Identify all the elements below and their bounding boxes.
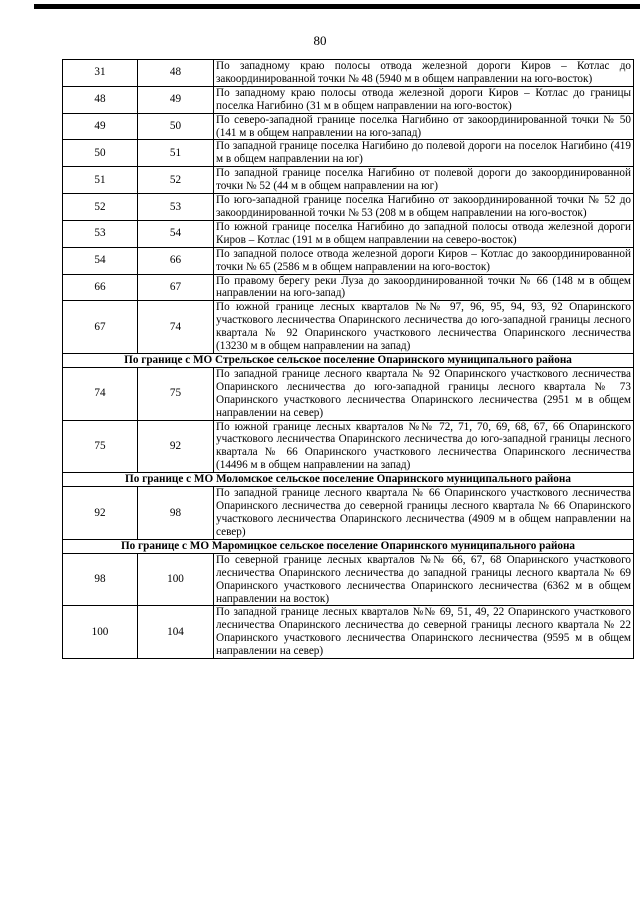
description-cell: По западному краю полосы отвода железной дороги Киров – Котлас до закоординированной точки № 48 (5940 м в общем направлении на юго-восток) <box>214 60 634 87</box>
description-cell: По северной границе лесных кварталов №№ 66, 67, 68 Опаринского участкового лесничества Опаринского лесничества до западной границы лесного квартала № 69 Опаринского участкового лесничества Опаринского лесничества (6362 м в общем направлении на восток) <box>214 553 634 606</box>
to-point-cell: 49 <box>138 86 214 113</box>
table-row <box>63 274 634 301</box>
to-point-cell: 92 <box>138 420 214 473</box>
description-cell: По западной границе лесного квартала № 66 Опаринского участкового лесничества Опаринского лесничества до северной границы лесного квартала № 66 Опаринского участкового лесничества Опаринского лесничества (4909 м в общем направлении на север) <box>214 487 634 540</box>
to-point-cell: 98 <box>138 487 214 540</box>
table-row <box>63 194 634 221</box>
description-cell: По северо-западной границе поселка Нагибино от закоординированной точки № 50 (141 м в общем направлении на юго-запад) <box>214 113 634 140</box>
to-point-cell: 53 <box>138 194 214 221</box>
to-point-cell: 52 <box>138 167 214 194</box>
top-border-rule <box>34 4 640 9</box>
description-cell: По южной границе поселка Нагибино до западной полосы отвода железной дороги Киров – Котлас (191 м в общем направлении на северо-восток) <box>214 220 634 247</box>
description-cell: По западной границе поселка Нагибино до полевой дороги на поселок Нагибино (419 м в общем направлении на юг) <box>214 140 634 167</box>
boundary-description-table <box>62 59 634 659</box>
description-cell: По западной границе лесных кварталов №№ 69, 51, 49, 22 Опаринского участкового лесничества Опаринского лесничества до северной границы лесного квартала № 22 Опаринского участкового лесничества Опаринского лесничества (9595 м в общем направлении на север) <box>214 606 634 659</box>
table-body <box>63 60 634 659</box>
section-header-row <box>63 353 634 367</box>
description-cell: По западной полосе отвода железной дороги Киров – Котлас до закоординированной точки № 65 (2586 м в общем направлении на юго-восток) <box>214 247 634 274</box>
page-number: 80 <box>313 33 327 48</box>
description-cell: По юго-западной границе поселка Нагибино от закоординированной точки № 52 до закоординированной точки № 53 (208 м в общем направлении на юго-восток) <box>214 194 634 221</box>
from-point-cell: 53 <box>63 220 138 247</box>
table-row <box>63 60 634 87</box>
table-row <box>63 113 634 140</box>
table-row <box>63 220 634 247</box>
from-point-cell: 54 <box>63 247 138 274</box>
to-point-cell: 75 <box>138 367 214 420</box>
from-point-cell: 51 <box>63 167 138 194</box>
description-cell: По южной границе лесных кварталов №№ 97, 96, 95, 94, 93, 92 Опаринского участкового лесничества Опаринского лесничества до юго-западной границы лесного квартала № 92 Опаринского участкового лесничества Опаринского лесничества (13230 м в общем направлении на запад) <box>214 301 634 354</box>
from-point-cell: 98 <box>63 553 138 606</box>
table-row <box>63 301 634 354</box>
to-point-cell: 66 <box>138 247 214 274</box>
from-point-cell: 52 <box>63 194 138 221</box>
from-point-cell: 48 <box>63 86 138 113</box>
to-point-cell: 50 <box>138 113 214 140</box>
section-header: По границе с МО Моломское сельское поселение Опаринского муниципального района <box>63 473 634 487</box>
table-row <box>63 167 634 194</box>
from-point-cell: 75 <box>63 420 138 473</box>
from-point-cell: 50 <box>63 140 138 167</box>
from-point-cell: 31 <box>63 60 138 87</box>
table-row <box>63 487 634 540</box>
to-point-cell: 54 <box>138 220 214 247</box>
table-row <box>63 247 634 274</box>
description-cell: По южной границе лесных кварталов №№ 72, 71, 70, 69, 68, 67, 66 Опаринского участкового лесничества Опаринского лесничества до юго-западной границы лесного квартала № 66 Опаринского участкового лесничества Опаринского лесничества (14496 м в общем направлении на запад) <box>214 420 634 473</box>
table-row <box>63 606 634 659</box>
section-header-row <box>63 539 634 553</box>
to-point-cell: 100 <box>138 553 214 606</box>
section-header: По границе с МО Стрельское сельское поселение Опаринского муниципального района <box>63 353 634 367</box>
table-row <box>63 140 634 167</box>
to-point-cell: 48 <box>138 60 214 87</box>
to-point-cell: 74 <box>138 301 214 354</box>
description-cell: По западному краю полосы отвода железной дороги Киров – Котлас до границы поселка Нагибино (31 м в общем направлении на юго-восток) <box>214 86 634 113</box>
section-header-row <box>63 473 634 487</box>
from-point-cell: 92 <box>63 487 138 540</box>
table-row <box>63 367 634 420</box>
to-point-cell: 104 <box>138 606 214 659</box>
table-row <box>63 420 634 473</box>
description-cell: По правому берегу реки Луза до закоординированной точки № 66 (148 м в общем направлении на юго-запад) <box>214 274 634 301</box>
description-cell: По западной границе поселка Нагибино от полевой дороги до закоординированной точки № 52 (44 м в общем направлении на юг) <box>214 167 634 194</box>
from-point-cell: 66 <box>63 274 138 301</box>
section-header: По границе с МО Маромицкое сельское поселение Опаринского муниципального района <box>63 539 634 553</box>
description-cell: По западной границе лесного квартала № 92 Опаринского участкового лесничества Опаринского лесничества до юго-западной границы лесного квартала № 73 Опаринского участкового лесничества Опаринского лесничества (2951 м в общем направлении на север) <box>214 367 634 420</box>
table-row <box>63 553 634 606</box>
to-point-cell: 67 <box>138 274 214 301</box>
from-point-cell: 49 <box>63 113 138 140</box>
to-point-cell: 51 <box>138 140 214 167</box>
table-row <box>63 86 634 113</box>
from-point-cell: 74 <box>63 367 138 420</box>
from-point-cell: 67 <box>63 301 138 354</box>
from-point-cell: 100 <box>63 606 138 659</box>
